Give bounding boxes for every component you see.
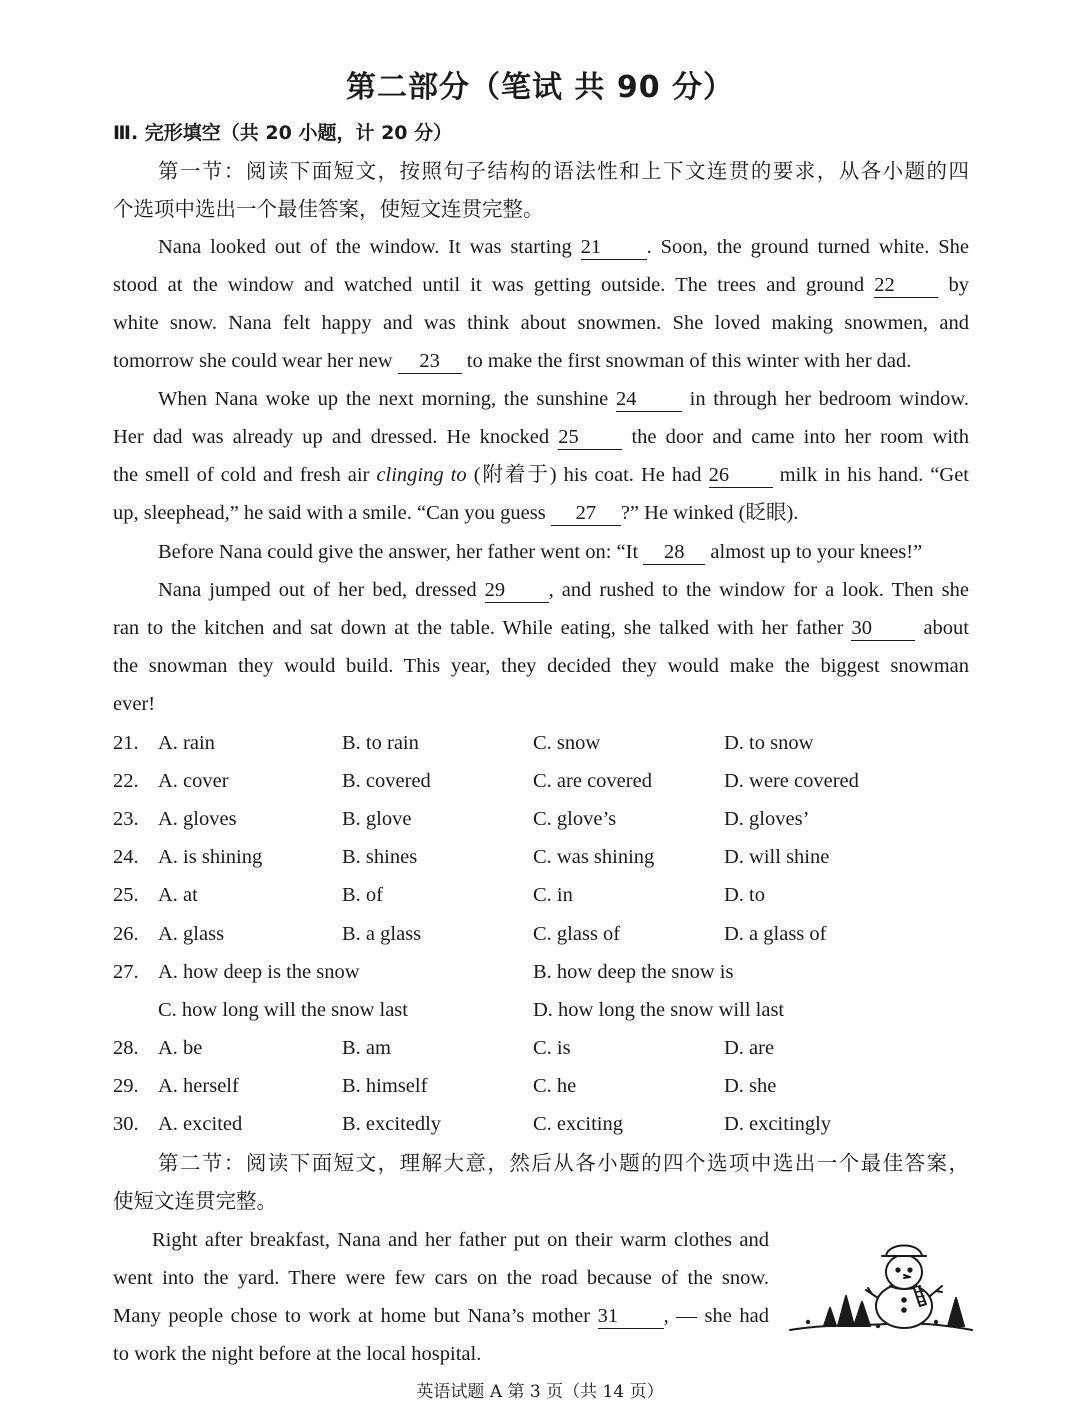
- blank-26: 26: [709, 463, 773, 488]
- blank-30: 30: [851, 616, 915, 641]
- page-title: 第二部分（笔试 共 90 分）: [345, 70, 735, 105]
- part1-instruction-line-1: 第一节：阅读下面短文，按照句子结构的语法性和上下文连贯的要求，从各小题的四: [158, 159, 969, 183]
- part1-instruction-line-2: 个选项中选出一个最佳答案，使短文连贯完整。: [113, 197, 544, 221]
- blank-22: 22: [874, 273, 938, 298]
- passage-line: the snowman they would build. This year, they decided they would make the biggest snowman: [113, 655, 969, 677]
- blank-21: 21: [581, 235, 647, 260]
- blank-25: 25: [558, 425, 622, 450]
- blank-28: 28: [643, 540, 705, 565]
- passage2-line: went into the yard. There were few cars on the road because of the snow.: [113, 1267, 769, 1289]
- blank-29: 29: [485, 578, 549, 603]
- passage-line: When Nana woke up the next morning, the sunshine 24 in through her bedroom window.: [158, 388, 969, 410]
- blank-27: 27: [551, 501, 621, 526]
- passage-line: ran to the kitchen and sat down at the table. While eating, she talked with her father 30 about: [113, 617, 969, 639]
- passage-line: Her dad was already up and dressed. He knocked 25 the door and came into her room with: [113, 426, 969, 448]
- passage2-line: Right after breakfast, Nana and her father put on their warm clothes and: [152, 1229, 769, 1251]
- part2-instruction-line-1: 第二节：阅读下面短文，理解大意，然后从各小题的四个选项中选出一个最佳答案，: [158, 1151, 969, 1175]
- exam-page: 第二部分（笔试 共 90 分） Ⅲ. 完形填空（共 20 小题，计 20 分） 第一节：阅读下面短文，按照句子结构的语法性和上下文连贯的要求，从各小题的四 个选项中选出一个最佳答案，使短文连贯完整。 Nana looked out of the window. It was starting 21 . Soon, the ground turned white. She stood at the window and watched until it was getting outside. The trees and ground 22 by white snow. Nana felt happy and was think about snowmen. She loved making snowmen, and tomorrow she could wear her new 23 to make the first snowman of this winter with her dad. When Nana woke up the next morning, the sunshine 24 in through her bedroom window. Her dad was already up and dressed. He knocked 25 the door and came into her room with the smell of cold and fresh air clinging to (附着于) his coat. He had 26 milk in his hand. “Get up, sleephead,” he said with a smile. “Can you guess 27 ?” He winked (眨眼). Before Nana could give the answer, her father went on: “It 28 almost up to your knees!” Nana jumped out of her bed, dressed 29 , and rushed to the window for a look. Then she ran to the kitchen and sat down at the table. While eating, she talked with her father 30 about the snowman they would build. This year, they decided they would make the biggest snowman ever! 21. A. rain B. to rain C. snow D. to snow 22. A. cover B. covered C. are covered D. were covered 23. A. gloves B. glove C. glove’s D. gloves’ 24. A. is shining B. shines C. was shining D. will shine 25. A. at B. of C. in D. to 26. A. glass B. a glass C. glass of D. a glass of 27. A. how deep is the snow B. how deep the snow is C. how long will the snow last D. how long the snow will last 28. A. be B. am C. is D. are 29. A. herself B. himself C. he D. she 30. A. excited B. excitedly C. exciting D. excitingly 第二节：阅读下面短文，理解大意，然后从各小题的四个选项中选出一个最佳答案， 使短文连贯完整。 Right after breakfast, Nana and her father put on their warm clothes and went into the yard. There were few cars on the road because of the snow. Many people chose to work at home but Nana’s mother 31 , — she had to work the night before at the local hospital. 英语试题 A 第 3 页（共 14 页）: [0, 0, 1080, 1412]
- blank-23: 23: [398, 349, 462, 374]
- passage-line: Nana looked out of the window. It was starting 21 . Soon, the ground turned white. She: [158, 236, 969, 258]
- section-heading: Ⅲ. 完形填空（共 20 小题，计 20 分）: [113, 122, 453, 144]
- passage-line: Before Nana could give the answer, her father went on: “It 28 almost up to your knees!”: [158, 541, 923, 563]
- passage-line: ever!: [113, 693, 156, 715]
- passage-line: up, sleephead,” he said with a smile. “Can you guess 27 ?” He winked (眨眼).: [113, 502, 799, 524]
- part2-instruction-line-2: 使短文连贯完整。: [113, 1189, 277, 1213]
- passage-line: Nana jumped out of her bed, dressed 29 , and rushed to the window for a look. Then she: [158, 579, 969, 601]
- snowman-illustration: [786, 1226, 976, 1346]
- passage2-line: to work the night before at the local hospital.: [113, 1343, 482, 1365]
- passage-line: stood at the window and watched until it was getting outside. The trees and ground 22 by: [113, 274, 970, 296]
- blank-31: 31: [598, 1304, 664, 1329]
- blank-24: 24: [616, 387, 682, 412]
- passage2-line: Many people chose to work at home but Nana’s mother 31 , — she had: [113, 1305, 769, 1327]
- passage-line: the smell of cold and fresh air clinging to (附着于) his coat. He had 26 milk in his hand. “Get: [113, 464, 969, 486]
- page-footer: 英语试题 A 第 3 页（共 14 页）: [416, 1382, 664, 1402]
- passage-line: tomorrow she could wear her new 23 to make the first snowman of this winter with her dad.: [113, 350, 912, 372]
- passage-line: white snow. Nana felt happy and was think about snowmen. She loved making snowmen, and: [113, 312, 969, 334]
